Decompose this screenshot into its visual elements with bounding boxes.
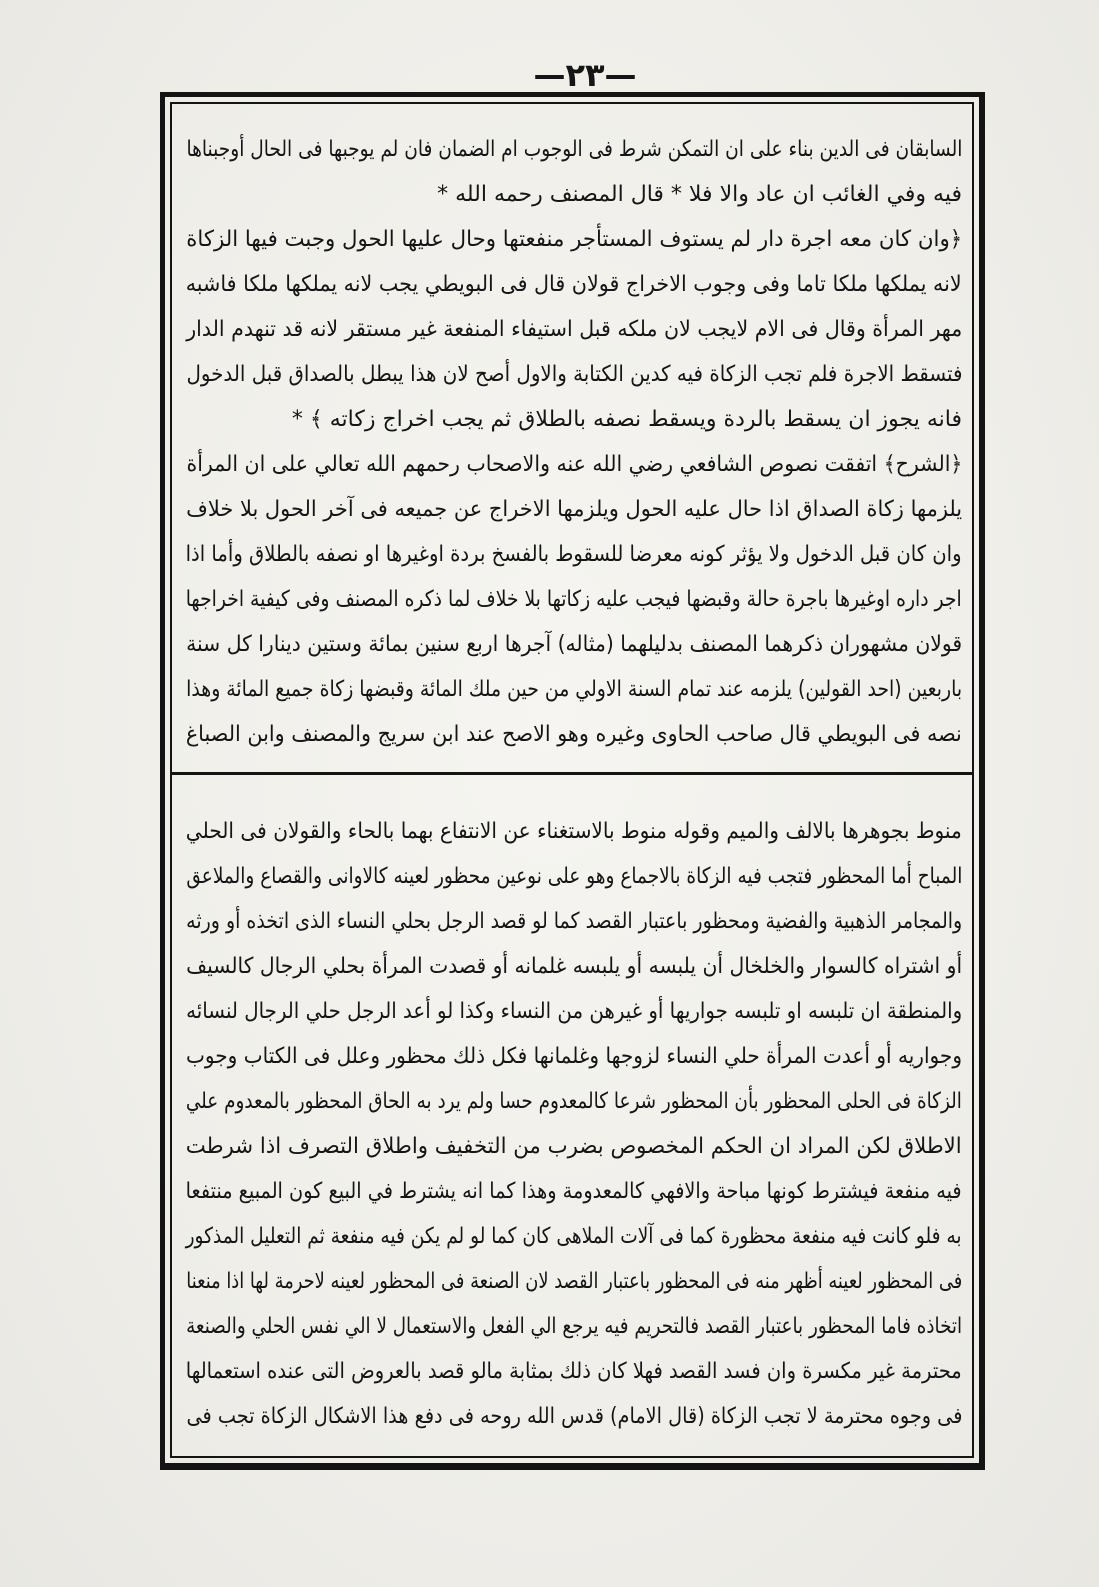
commentary-line-11 (186, 1259, 962, 1304)
main-text-line-10 (186, 532, 962, 577)
main-text-line-4 (186, 262, 962, 307)
commentary-line-4-text: أو اشتراه كالسوار والخلخال أن يلبسه أو يلبسه غلمانه أو قصدت المرأة بحلي الرجال كالسيف (186, 954, 962, 979)
commentary-line-8-text: الاطلاق لكن المراد ان الحكم المخصوص بضرب من التخفيف واطلاق التصرف اذا شرطت (186, 1134, 962, 1159)
commentary-line-7-text: الزكاة فى الحلى المحظور بأن المحظور شرعا كالمعدوم حسا ولم يرد به الحاق المحظور بالمعدوم علي (186, 1089, 962, 1114)
commentary-line-5 (186, 989, 962, 1034)
main-text-line-9-text: يلزمها زكاة الصداق اذا حال عليه الحول ويلزمها الاخراج عن جميعه فى آخر الحول بلا خلاف (186, 497, 962, 522)
commentary-line-10 (186, 1214, 962, 1259)
commentary-line-10-text: به فلو كانت فيه منفعة محظورة كما فى آلات الملاهى كان كما لو لم يكن فيه منفعة ثم التعليل المذكور (186, 1224, 962, 1249)
commentary-line-13 (186, 1349, 962, 1394)
main-text-line-3-text: ﴿وان كان معه اجرة دار لم يستوف المستأجر منفعتها وحال عليها الحول وجبت فيها الزكاة (186, 227, 962, 252)
main-text-line-3 (186, 217, 962, 262)
section-divider (172, 772, 973, 775)
main-text-line-6 (186, 352, 962, 397)
page-number: —٢٣— (533, 56, 637, 94)
commentary-line-7 (186, 1079, 962, 1124)
commentary-line-6 (186, 1034, 962, 1079)
main-text-line-14 (186, 712, 962, 757)
main-text-line-4-text: لانه يملكها ملكا تاما وفى وجوب الاخراج قولان قال فى البويطي يجب لانه يملكها ملكا فاشبه (186, 272, 962, 297)
commentary-line-2-text: المباح أما المحظور فتجب فيه الزكاة بالاجماع وهو على نوعين محظور لعينه كالاوانى والقصاع والملاعق (186, 864, 962, 889)
commentary-line-11-text: فى المحظور لعينه أظهر منه فى المحظور باعتبار القصد لان الصنعة فى المحظور لعينه لاحرمة لها اذا منعنا (186, 1269, 962, 1294)
main-text-line-2-text: فيه وفي الغائب ان عاد والا فلا * قال المصنف رحمه الله * (437, 182, 962, 207)
main-text-line-12-text: قولان مشهوران ذكرهما المصنف بدليلهما (مثاله) آجرها اربع سنين بمائة وستين دينارا كل سنة (186, 632, 962, 657)
main-text-line-9 (186, 487, 962, 532)
main-text-line-13-text: باربعين (احد القولين) يلزمه عند تمام السنة الاولي من حين ملك المائة وقبضها زكاة جميع المائة وهذا (186, 677, 962, 702)
main-text-line-13 (186, 667, 962, 712)
main-text-line-11-text: اجر داره اوغيرها باجرة حالة وقبضها فيجب عليه زكاتها بلا خلاف لما ذكره المصنف وفى كيفية اخراجها (186, 587, 962, 612)
main-text-line-7 (186, 397, 962, 442)
main-text-line-8 (186, 442, 962, 487)
main-text-line-5-text: مهر المرأة وقال فى الام لايجب لان ملكه قبل استيفاء المنفعة غير مستقر لانه قد تنهدم الدار (186, 317, 962, 342)
commentary-line-6-text: وجواريه أو أعدت المرأة حلي النساء لزوجها وغلمانها فكل ذلك محظور وعلل فى الكتاب وجوب (186, 1044, 962, 1069)
commentary-line-12 (186, 1304, 962, 1349)
main-text-line-1-text: السابقان فى الدين بناء على ان التمكن شرط فى الوجوب ام الضمان فان لم يوجبها فى الحال أوجبناها (186, 137, 962, 162)
commentary-line-1-text: منوط بجوهرها بالالف والميم وقوله منوط بالاستغناء عن الانتفاع بهما بالحاء والقولان فى الحلي (186, 819, 962, 844)
main-text-line-5 (186, 307, 962, 352)
main-text-line-11 (186, 577, 962, 622)
commentary-line-4 (186, 944, 962, 989)
commentary-line-9-text: فيه منفعة فيشترط كونها مباحة والافهي كالمعدومة وهذا كما انه يشترط في البيع كون المبيع منتفعا (186, 1179, 962, 1204)
commentary-line-3-text: والمجامر الذهبية والفضية ومحظور باعتبار القصد كما لو قصد الرجل بحلي النساء الذى اتخذه أو ورثه (186, 909, 962, 934)
commentary-line-9 (186, 1169, 962, 1214)
main-text-line-6-text: فتسقط الاجرة فلم تجب الزكاة فيه كدين الكتابة والاول أصح لان هذا يبطل بالصداق قبل الدخول (186, 362, 962, 387)
main-text-line-2 (186, 172, 962, 217)
commentary-line-14 (186, 1394, 962, 1439)
commentary-line-5-text: والمنطقة ان تلبسه او تلبسه جواريها أو غيرهن من النساء وكذا لو أعد الرجل حلي الرجال لنسائه (186, 999, 962, 1024)
main-text-line-12 (186, 622, 962, 667)
commentary-line-2 (186, 854, 962, 899)
main-text-line-1 (186, 127, 962, 172)
commentary-line-14-text: فى وجوه محترمة لا تجب الزكاة (قال الامام) قدس الله روحه فى دفع هذا الاشكال الزكاة تجب فى (186, 1404, 962, 1429)
commentary-line-3 (186, 899, 962, 944)
commentary-section (186, 809, 962, 1439)
main-text-line-10-text: وان كان قبل الدخول ولا يؤثر كونه معرضا للسقوط بالفسخ بردة اوغيرها او نصفه بالطلاق وأما اذا (186, 542, 962, 567)
main-text-line-14-text: نصه فى البويطي قال صاحب الحاوى وغيره وهو الاصح عند ابن سريج والمصنف وابن الصباغ (186, 722, 962, 747)
commentary-line-12-text: اتخاذه فاما المحظور باعتبار القصد فالتحريم فيه يرجع الي الفعل والاستعمال لا الي نفس الحلي والصنعة (186, 1314, 962, 1339)
commentary-line-8 (186, 1124, 962, 1169)
main-text-line-7-text: فانه يجوز ان يسقط بالردة ويسقط نصفه بالطلاق ثم يجب اخراج زكاته ﴾ * (291, 407, 962, 432)
commentary-line-1 (186, 809, 962, 854)
main-text-section (186, 127, 962, 757)
commentary-line-13-text: محترمة غير مكسرة وان فسد القصد فهلا كان ذلك بمثابة مالو قصد بالعروض التى عنده استعمالها (186, 1359, 962, 1384)
main-text-line-8-text: ﴿الشرح﴾ اتفقت نصوص الشافعي رضي الله عنه والاصحاب رحمهم الله تعالي على ان المرأة (186, 452, 962, 477)
